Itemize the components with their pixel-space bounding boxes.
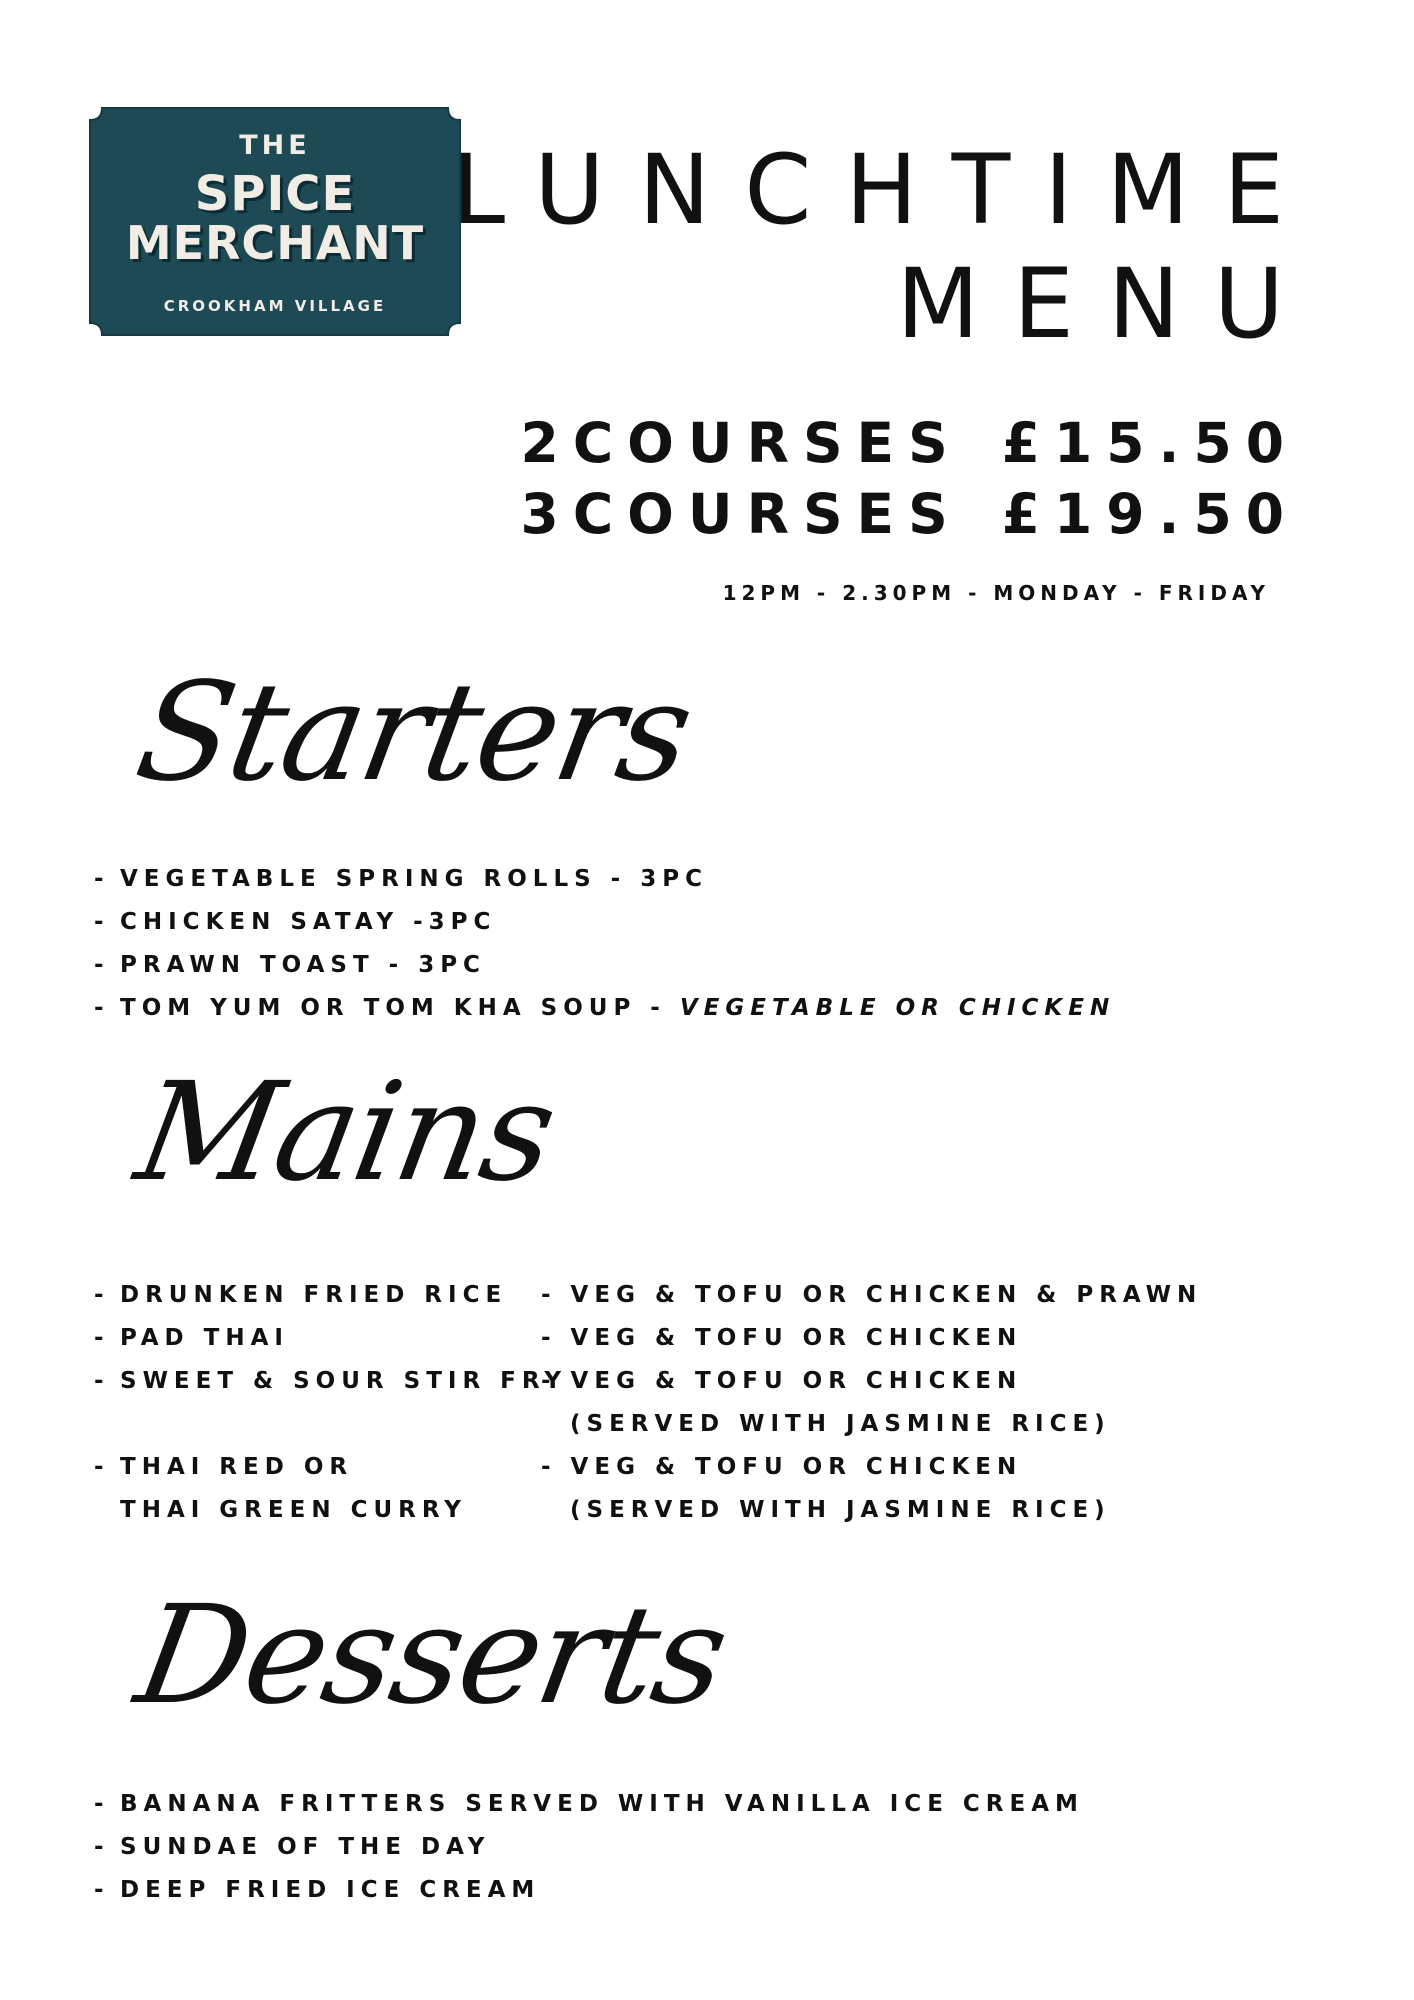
bullet: - <box>94 1368 104 1394</box>
dessert-item: BANANA FRITTERS SERVED WITH VANILLA ICE CREAM <box>120 1791 1084 1817</box>
logo-village: CROOKHAM VILLAGE <box>163 297 387 315</box>
two-course-amount: £15.50 <box>1001 411 1298 475</box>
starter-item: CHICKEN SATAY -3PC <box>120 909 497 935</box>
main-item-note: (SERVED WITH JASMINE RICE) <box>570 1497 1111 1523</box>
restaurant-logo <box>88 106 462 337</box>
main-item-note: (SERVED WITH JASMINE RICE) <box>570 1411 1111 1437</box>
starter-item: VEGETABLE SPRING ROLLS - 3PC <box>120 866 708 892</box>
bullet: - <box>94 1325 104 1351</box>
main-item-option: - VEG & TOFU OR CHICKEN & PRAWN <box>541 1282 1203 1308</box>
bullet: - <box>94 952 104 978</box>
main-item-name-line-2: THAI GREEN CURRY <box>120 1497 467 1523</box>
two-course-price <box>520 411 1298 475</box>
bullet: - <box>94 1282 104 1308</box>
bullet: - <box>94 1454 104 1480</box>
three-course-label: 3COURSES <box>520 482 962 546</box>
starter-item: PRAWN TOAST - 3PC <box>120 952 486 978</box>
bullet: - <box>94 866 104 892</box>
menu-title-line-2: MENU <box>896 248 1318 360</box>
main-item-name: THAI RED OR <box>120 1454 354 1480</box>
three-course-amount: £19.50 <box>1001 482 1298 546</box>
logo-the: THE <box>239 130 311 161</box>
dessert-item: DEEP FRIED ICE CREAM <box>120 1877 541 1903</box>
three-course-price <box>520 482 1298 546</box>
logo-spice: SPICE <box>194 166 356 222</box>
main-item-name: DRUNKEN FRIED RICE <box>120 1282 508 1308</box>
bullet: - <box>94 909 104 935</box>
bullet: - <box>94 1834 104 1860</box>
mains-heading: Mains <box>126 1054 566 1212</box>
serving-hours: 12PM - 2.30PM - MONDAY - FRIDAY <box>722 581 1270 605</box>
starter-item <box>120 997 1115 1020</box>
main-item-name: SWEET & SOUR STIR FRY <box>120 1368 567 1394</box>
bullet: - <box>94 995 104 1021</box>
main-item-option: - VEG & TOFU OR CHICKEN <box>541 1325 1023 1351</box>
starters-heading: Starters <box>126 654 702 812</box>
bullet: - <box>94 1791 104 1817</box>
bullet: - <box>94 1877 104 1903</box>
logo-merchant: MERCHANT <box>125 216 425 270</box>
two-course-label: 2COURSES <box>520 411 962 475</box>
dessert-item: SUNDAE OF THE DAY <box>120 1834 491 1860</box>
main-item-option: - VEG & TOFU OR CHICKEN <box>541 1454 1023 1480</box>
main-item-option: - VEG & TOFU OR CHICKEN <box>541 1368 1023 1394</box>
starter-item-option: VEGETABLE OR CHICKEN <box>679 995 1116 1021</box>
menu-title-line-1: LUNCHTIME <box>451 134 1318 246</box>
desserts-heading: Desserts <box>126 1577 737 1735</box>
starter-item-name: TOM YUM OR TOM KHA SOUP - <box>120 995 680 1021</box>
main-item-name: PAD THAI <box>120 1325 289 1351</box>
